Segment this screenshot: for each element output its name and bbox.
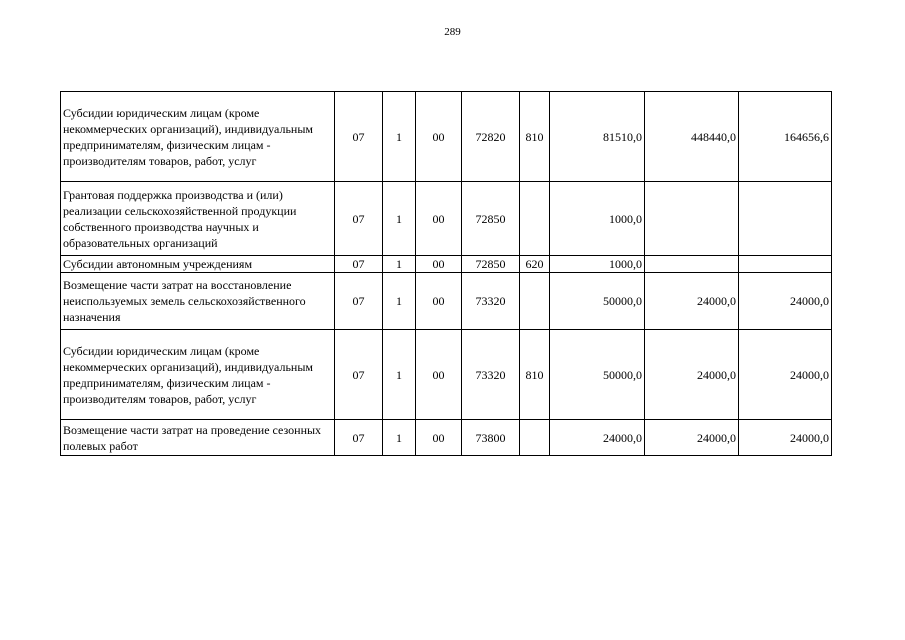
- row-subsection: 1: [383, 182, 416, 256]
- row-code: 72850: [462, 182, 520, 256]
- row-section: 07: [335, 273, 383, 330]
- row-amount-2: 448440,0: [645, 92, 739, 182]
- row-name: Субсидии автономным учреждениям: [61, 256, 335, 273]
- table-row: [61, 420, 832, 456]
- row-amount-3: 24000,0: [739, 420, 832, 456]
- row-program: 00: [416, 420, 462, 456]
- table-row: [61, 273, 832, 330]
- row-expense-type: 810: [520, 92, 550, 182]
- row-amount-2: [645, 256, 739, 273]
- row-code: 72820: [462, 92, 520, 182]
- row-program: 00: [416, 273, 462, 330]
- row-program: 00: [416, 256, 462, 273]
- budget-table: [60, 91, 832, 456]
- row-amount-1: 24000,0: [550, 420, 645, 456]
- row-program: 00: [416, 92, 462, 182]
- row-program: 00: [416, 330, 462, 420]
- row-amount-1: 1000,0: [550, 182, 645, 256]
- row-expense-type: [520, 420, 550, 456]
- row-name: Субсидии юридическим лицам (кроме некоммерческих организаций), индивидуальным предпринимателям, физическим лицам - производителям товаров, работ, услуг: [61, 330, 335, 420]
- row-section: 07: [335, 256, 383, 273]
- page-number: 289: [444, 26, 461, 38]
- row-subsection: 1: [383, 92, 416, 182]
- row-section: 07: [335, 330, 383, 420]
- row-subsection: 1: [383, 256, 416, 273]
- table-row: [61, 92, 832, 182]
- row-amount-1: 50000,0: [550, 273, 645, 330]
- row-subsection: 1: [383, 330, 416, 420]
- row-section: 07: [335, 92, 383, 182]
- row-section: 07: [335, 420, 383, 456]
- row-amount-3: 24000,0: [739, 330, 832, 420]
- row-expense-type: 620: [520, 256, 550, 273]
- row-amount-1: 81510,0: [550, 92, 645, 182]
- row-expense-type: [520, 182, 550, 256]
- row-amount-2: 24000,0: [645, 330, 739, 420]
- row-code: 73320: [462, 330, 520, 420]
- row-expense-type: 810: [520, 330, 550, 420]
- table-row: [61, 330, 832, 420]
- table-row: [61, 256, 832, 273]
- row-subsection: 1: [383, 273, 416, 330]
- row-name: Грантовая поддержка производства и (или) реализации сельскохозяйственной продукции собственного производства научных и образовательных организаций: [61, 182, 335, 256]
- row-section: 07: [335, 182, 383, 256]
- row-expense-type: [520, 273, 550, 330]
- row-name: Возмещение части затрат на проведение сезонных полевых работ: [61, 420, 335, 456]
- row-name: Возмещение части затрат на восстановление неиспользуемых земель сельскохозяйственного назначения: [61, 273, 335, 330]
- row-code: 73320: [462, 273, 520, 330]
- row-name: Субсидии юридическим лицам (кроме некоммерческих организаций), индивидуальным предпринимателям, физическим лицам - производителям товаров, работ, услуг: [61, 92, 335, 182]
- row-subsection: 1: [383, 420, 416, 456]
- row-amount-3: 164656,6: [739, 92, 832, 182]
- row-amount-1: 1000,0: [550, 256, 645, 273]
- row-amount-3: [739, 182, 832, 256]
- table-row: [61, 182, 832, 256]
- row-code: 72850: [462, 256, 520, 273]
- row-amount-1: 50000,0: [550, 330, 645, 420]
- row-amount-2: 24000,0: [645, 420, 739, 456]
- row-code: 73800: [462, 420, 520, 456]
- row-program: 00: [416, 182, 462, 256]
- row-amount-3: [739, 256, 832, 273]
- row-amount-2: [645, 182, 739, 256]
- row-amount-2: 24000,0: [645, 273, 739, 330]
- row-amount-3: 24000,0: [739, 273, 832, 330]
